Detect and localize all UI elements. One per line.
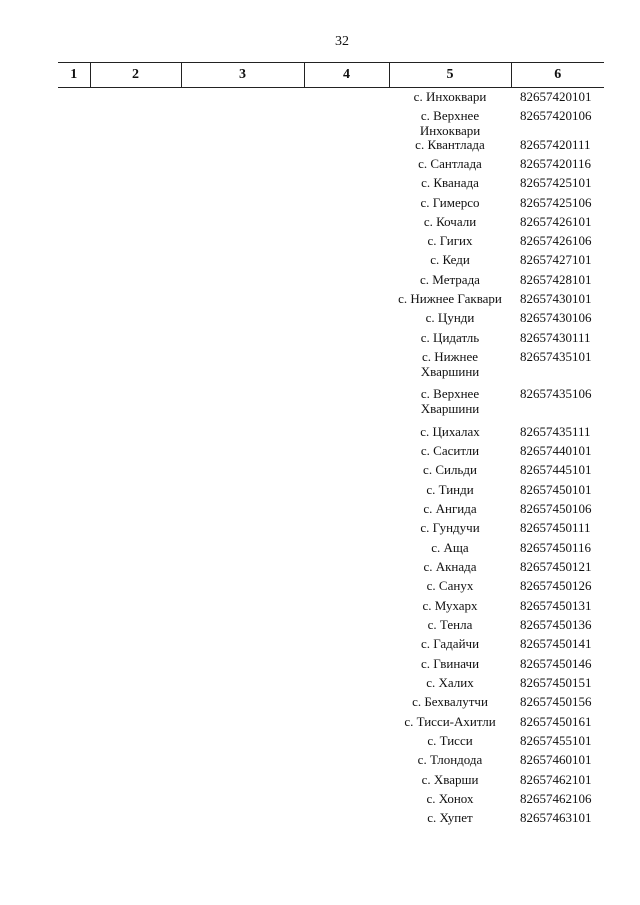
settlement-name: с. Нижнее Хваршини [420,349,480,379]
settlement-name: с. Тисси-Ахитли [404,714,496,729]
oktmo-code: 82657450136 [520,617,592,632]
settlement-name: с. Нижнее Гаквари [398,291,502,306]
settlement-name: с. Верхнее Хваршини [420,386,480,416]
column-header-2: 2 [90,63,181,88]
oktmo-code: 82657450156 [520,694,592,709]
column-header-3: 3 [181,63,304,88]
settlement-name: с. Гигих [427,233,473,248]
settlement-name: с. Мухарх [422,598,478,613]
settlement-name: с. Тинди [426,482,474,497]
oktmo-code: 82657450161 [520,714,592,729]
oktmo-code: 82657450146 [520,656,592,671]
oktmo-code: 82657450131 [520,598,592,613]
settlement-name: с. Гадайчи [420,636,480,651]
column-header-1: 1 [58,63,90,88]
oktmo-code: 82657427101 [520,252,592,267]
oktmo-code: 82657450101 [520,482,592,497]
settlement-name: с. Сантлада [418,156,482,171]
oktmo-code: 82657425106 [520,195,592,210]
oktmo-code: 82657420111 [520,137,591,152]
settlement-name: с. Цидатль [420,330,480,345]
settlement-name: с. Гимерсо [420,195,480,210]
settlement-name: с. Ангида [423,501,477,516]
oktmo-code: 82657428101 [520,272,592,287]
oktmo-code: 82657420116 [520,156,592,171]
settlement-name: с. Цунди [425,310,475,325]
oktmo-code: 82657426106 [520,233,592,248]
oktmo-code: 82657435106 [520,386,592,401]
column-header-6: 6 [511,63,604,88]
oktmo-code: 82657440101 [520,443,592,458]
settlement-name: с. Сильди [423,462,477,477]
oktmo-code: 82657420101 [520,89,592,104]
oktmo-code: 82657460101 [520,752,592,767]
oktmo-code: 82657430106 [520,310,592,325]
settlement-name: с. Саситли [420,443,480,458]
settlement-name: с. Тисси [427,733,473,748]
oktmo-code: 82657445101 [520,462,592,477]
column-header-4: 4 [304,63,389,88]
oktmo-code: 82657430101 [520,291,592,306]
settlement-name: с. Метрада [420,272,480,287]
oktmo-code: 82657462101 [520,772,592,787]
settlement-name: с. Кеди [430,252,470,267]
oktmo-code: 82657455101 [520,733,592,748]
oktmo-code: 82657450111 [520,520,591,535]
oktmo-code: 82657426101 [520,214,592,229]
settlement-name: с. Аща [431,540,469,555]
settlement-name: с. Тлондода [417,752,483,767]
settlement-name: с. Тенла [427,617,473,632]
settlement-name: с. Гвиначи [420,656,480,671]
settlement-name: с. Инхоквари [413,89,487,104]
oktmo-code: 82657462106 [520,791,592,806]
settlement-name: с. Хварши [421,772,479,787]
oktmo-code: 82657450121 [520,559,592,574]
settlement-name: с. Халих [426,675,474,690]
oktmo-code: 82657450116 [520,540,592,555]
page-number: 32 [335,34,349,49]
oktmo-code: 82657450141 [520,636,592,651]
oktmo-code: 82657435111 [520,424,591,439]
settlement-name: с. Верхнее Инхоквари [419,108,481,138]
oktmo-code: 82657463101 [520,810,592,825]
oktmo-code: 82657450126 [520,578,592,593]
settlement-name: с. Квантлада [415,137,485,152]
oktmo-code: 82657420106 [520,108,592,123]
settlement-name: с. Кочали [423,214,477,229]
settlement-name: с. Акнада [423,559,477,574]
oktmo-code: 82657430111 [520,330,591,345]
settlement-name: с. Хонох [426,791,474,806]
column-header-5: 5 [389,63,511,88]
oktmo-code: 82657425101 [520,175,592,190]
oktmo-code: 82657450151 [520,675,592,690]
oktmo-code: 82657450106 [520,501,592,516]
settlement-name: с. Хупет [427,810,473,825]
settlement-name: с. Бехвалутчи [412,694,488,709]
settlement-name: с. Гундучи [420,520,480,535]
oktmo-code: 82657435101 [520,349,592,364]
settlement-name: с. Цихалах [420,424,480,439]
settlement-name: с. Санух [426,578,474,593]
settlement-name: с. Кванада [421,175,479,190]
